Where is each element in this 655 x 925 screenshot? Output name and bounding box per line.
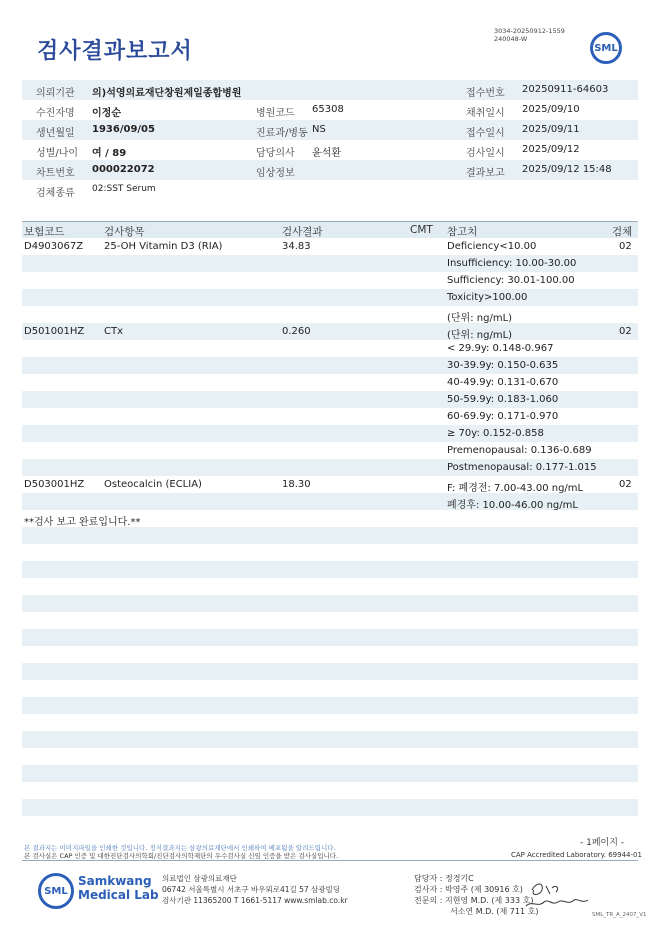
info-row: [22, 120, 638, 140]
cell-code: D501001HZ: [24, 326, 85, 337]
info-row: [22, 80, 638, 100]
signatory-line: 서소연 M.D. (제 711 호): [450, 907, 539, 916]
cell-reference: (단위: ng/mL): [447, 330, 513, 341]
table-band: [22, 663, 638, 680]
certification-text: 본 검사실은 CAP 인증 및 대한진단검사의학회/진단검사의학재단의 우수검사실 신임 인증을 받은 검사실입니다.: [24, 852, 339, 860]
signatories: [414, 873, 538, 917]
table-band: [22, 595, 638, 612]
cell-specimen: 02: [619, 479, 632, 490]
brand-line: Medical Lab: [78, 888, 159, 902]
table-band: [22, 425, 638, 442]
table-band: [22, 578, 638, 595]
header-item: 검사항목: [104, 226, 145, 238]
info-label: 결과보고: [466, 168, 505, 179]
info-value: 2025/09/10: [522, 104, 580, 115]
cell-reference: 50-59.9y: 0.183-1.060: [447, 394, 559, 405]
table-band: [22, 697, 638, 714]
table-band: [22, 544, 638, 561]
cell-reference: Premenopausal: 0.136-0.689: [447, 445, 592, 456]
cell-item: Osteocalcin (ECLIA): [104, 479, 202, 490]
cell-reference: Insufficiency: 10.00-30.00: [447, 258, 577, 269]
cell-reference: F: 폐경전: 7.00-43.00 ng/mL: [447, 483, 584, 494]
cell-reference: < 29.9y: 0.148-0.967: [447, 343, 554, 354]
cell-result: 34.83: [282, 241, 311, 252]
info-value: 000022072: [92, 164, 155, 175]
cell-specimen: 02: [619, 326, 632, 337]
info-label: 수진자명: [36, 108, 75, 119]
brand-name: [78, 874, 159, 902]
header-specimen: 검체: [612, 226, 633, 238]
table-band: [22, 561, 638, 578]
table-band: [22, 799, 638, 816]
table-band: [22, 765, 638, 782]
table-band: [22, 612, 638, 629]
info-label: 채취일시: [466, 108, 505, 119]
info-value: 2025/09/12: [522, 144, 580, 155]
cell-reference: 60-69.9y: 0.171-0.970: [447, 411, 559, 422]
cell-reference: Deficiency<10.00: [447, 241, 537, 252]
info-label: 검사일시: [466, 148, 505, 159]
header-cmt: CMT: [410, 224, 433, 236]
info-value: 2025/09/12 15:48: [522, 164, 612, 175]
cell-code: D503001HZ: [24, 479, 85, 490]
info-row: [22, 100, 638, 120]
cell-reference: 40-49.9y: 0.131-0.670: [447, 377, 559, 388]
cell-reference: 폐경후: 10.00-46.00 ng/mL: [447, 500, 578, 511]
footer-divider: [22, 860, 638, 861]
info-row: [22, 160, 638, 180]
info-row: [22, 140, 638, 160]
info-value: 이정순: [92, 108, 121, 119]
cell-item: 25-OH Vitamin D3 (RIA): [104, 241, 223, 252]
cell-reference: 30-39.9y: 0.150-0.635: [447, 360, 559, 371]
page-number: - 1페이지 -: [580, 838, 625, 848]
info-label: 의뢰기관: [36, 88, 75, 99]
cell-reference: Postmenopausal: 0.177-1.015: [447, 462, 597, 473]
info-value: 1936/09/05: [92, 124, 155, 135]
signatory-line: 담당자 : 정경기C: [414, 874, 474, 883]
info-value: 20250911-64603: [522, 84, 609, 95]
cell-reference: (단위: ng/mL): [447, 313, 513, 324]
table-band: [22, 306, 638, 323]
info-row: [22, 180, 638, 200]
form-id: SML_TR_A_2407_V1: [592, 912, 647, 918]
page-title: 검사결과보고서: [37, 39, 193, 64]
table-band: [22, 714, 638, 731]
info-label: 병원코드: [256, 108, 295, 119]
table-band: [22, 680, 638, 697]
table-band: [22, 289, 638, 306]
info-value: 2025/09/11: [522, 124, 580, 135]
organization-info: [162, 873, 348, 906]
cell-result: 0.260: [282, 326, 311, 337]
cell-reference: Toxicity>100.00: [447, 292, 528, 303]
info-label: 생년월일: [36, 128, 75, 139]
signatory-line: 검사자 : 박영주 (제 30916 호): [414, 885, 523, 894]
cell-code: D4903067Z: [24, 241, 84, 252]
document-id: [494, 27, 565, 43]
cap-accreditation: CAP Accredited Laboratory. 69944-01: [511, 851, 642, 859]
signatory-line: 전문의 : 지현영 M.D. (제 333 호): [414, 896, 534, 905]
document-id-line: 3034-20250912-1559: [494, 27, 565, 35]
table-band: [22, 748, 638, 765]
table-band: [22, 527, 638, 544]
handwritten-signature: [522, 878, 592, 910]
brand-line: Samkwang: [78, 874, 152, 888]
info-label: 접수번호: [466, 88, 505, 99]
cell-code: **검사 보고 완료입니다.**: [24, 517, 141, 528]
info-value: NS: [312, 124, 326, 135]
info-label: 차트번호: [36, 168, 75, 179]
sml-logo: SML: [590, 32, 622, 64]
header-ref: 참고치: [447, 226, 478, 238]
cell-reference: ≥ 70y: 0.152-0.858: [447, 428, 544, 439]
org-line: 검사기관 11365200 T 1661-5117 www.smlab.co.kr: [162, 896, 348, 905]
info-value: 여 / 89: [92, 148, 127, 159]
org-line: 의료법인 삼광의료재단: [162, 874, 237, 883]
info-label: 접수일시: [466, 128, 505, 139]
cell-item: CTx: [104, 326, 124, 337]
cell-result: 18.30: [282, 479, 311, 490]
header-result: 검사결과: [282, 226, 323, 238]
info-label: 담당의사: [256, 148, 295, 159]
info-label: 검체종류: [36, 188, 75, 199]
cell-specimen: 02: [619, 241, 632, 252]
info-value: 65308: [312, 104, 344, 115]
info-label: 성별/나이: [36, 148, 79, 159]
table-band: [22, 782, 638, 799]
header-code: 보험코드: [24, 226, 65, 238]
info-label: 진료과/병동: [256, 128, 308, 139]
info-value: 의)석영의료재단창원제일종합병원: [92, 88, 242, 99]
table-band: [22, 646, 638, 663]
org-line: 06742 서울특별시 서초구 바우뫼로41길 57 삼광빌딩: [162, 885, 341, 894]
document-id-line: 240048-W: [494, 35, 528, 43]
table-band: [22, 731, 638, 748]
table-band: [22, 629, 638, 646]
results-table-header: [22, 221, 638, 238]
notice-text: 본 결과지는 이미지파일을 인쇄한 것입니다. 정식결과지는 삼광의료재단에서 인쇄하여 배포됨을 알려드립니다.: [24, 844, 336, 852]
info-value: 02:SST Serum: [92, 184, 156, 194]
info-value: 윤석환: [312, 148, 341, 159]
info-label: 임상정보: [256, 168, 295, 179]
cell-reference: Sufficiency: 30.01-100.00: [447, 275, 575, 286]
sml-footer-logo: SML: [38, 873, 74, 909]
